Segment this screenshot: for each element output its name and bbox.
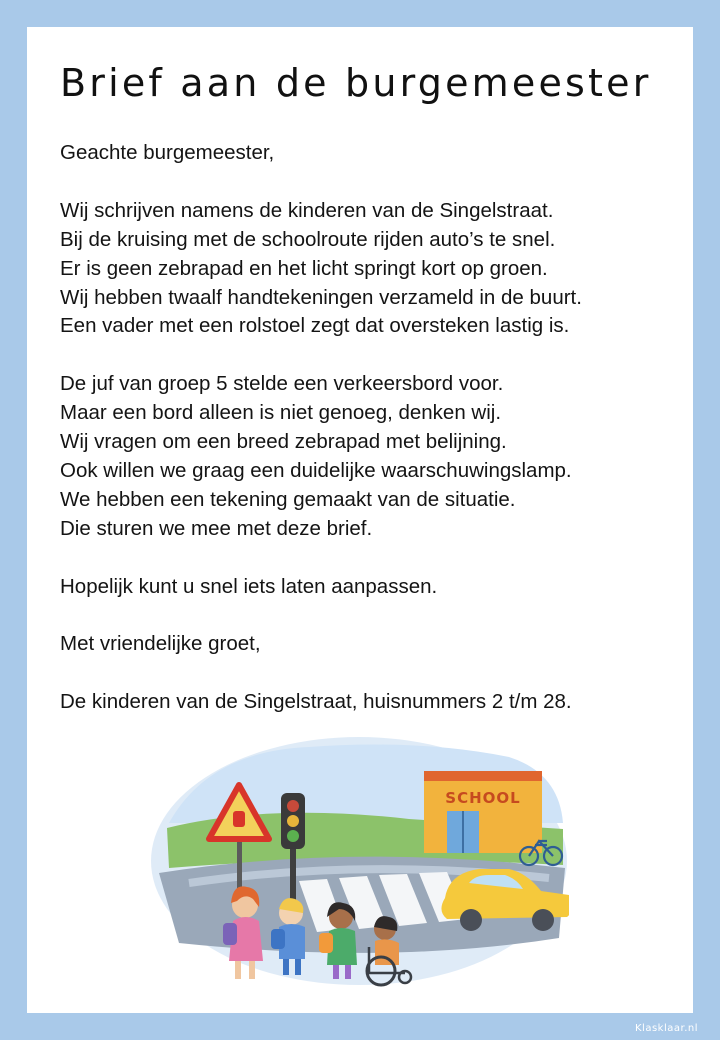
letter-line: Maar een bord alleen is niet genoeg, denken wij. bbox=[60, 401, 502, 425]
letter-line: Een vader met een rolstoel zegt dat oversteken lastig is. bbox=[60, 314, 570, 338]
sign-off bbox=[60, 630, 680, 659]
signature-line: De kinderen van de Singelstraat, huisnummers 2 t/m 28. bbox=[60, 690, 572, 714]
closing-wish-line: Hopelijk kunt u snel iets laten aanpassen. bbox=[60, 574, 438, 598]
letter-page bbox=[27, 27, 693, 1013]
paragraph-proposal bbox=[60, 370, 680, 543]
letter-line: Ook willen we graag een duidelijke waarschuwingslamp. bbox=[60, 458, 572, 482]
letter-line: Bij de kruising met de schoolroute rijden auto’s te snel. bbox=[60, 227, 556, 251]
letter-line: We hebben een tekening gemaakt van de situatie. bbox=[60, 487, 516, 511]
signature bbox=[60, 688, 680, 717]
greeting-line: Geachte burgemeester, bbox=[60, 141, 275, 164]
letter-line: De juf van groep 5 stelde een verkeersbord voor. bbox=[60, 372, 504, 396]
letter-line: Wij schrijven namens de kinderen van de Singelstraat. bbox=[60, 198, 554, 222]
sign-off-line: Met vriendelijke groet, bbox=[60, 632, 261, 656]
credit-text: Klasklaar.nl bbox=[635, 1023, 698, 1034]
letter-line: Die sturen we mee met deze brief. bbox=[60, 516, 373, 540]
paragraph-request bbox=[60, 197, 680, 342]
letter-line: Wij vragen om een breed zebrapad met belijning. bbox=[60, 430, 507, 454]
letter-line: Wij hebben twaalf handtekeningen verzameld in de buurt. bbox=[60, 285, 582, 309]
school-sign-text: SCHOOL bbox=[445, 789, 521, 807]
letter-body bbox=[60, 139, 680, 746]
school-building bbox=[424, 771, 542, 853]
letter-line: Er is geen zebrapad en het licht springt kort op groen. bbox=[60, 256, 548, 280]
closing-wish bbox=[60, 573, 680, 602]
crossing-illustration bbox=[149, 733, 569, 988]
page-title: Brief aan de burgemeester bbox=[60, 61, 652, 105]
greeting bbox=[60, 139, 680, 168]
